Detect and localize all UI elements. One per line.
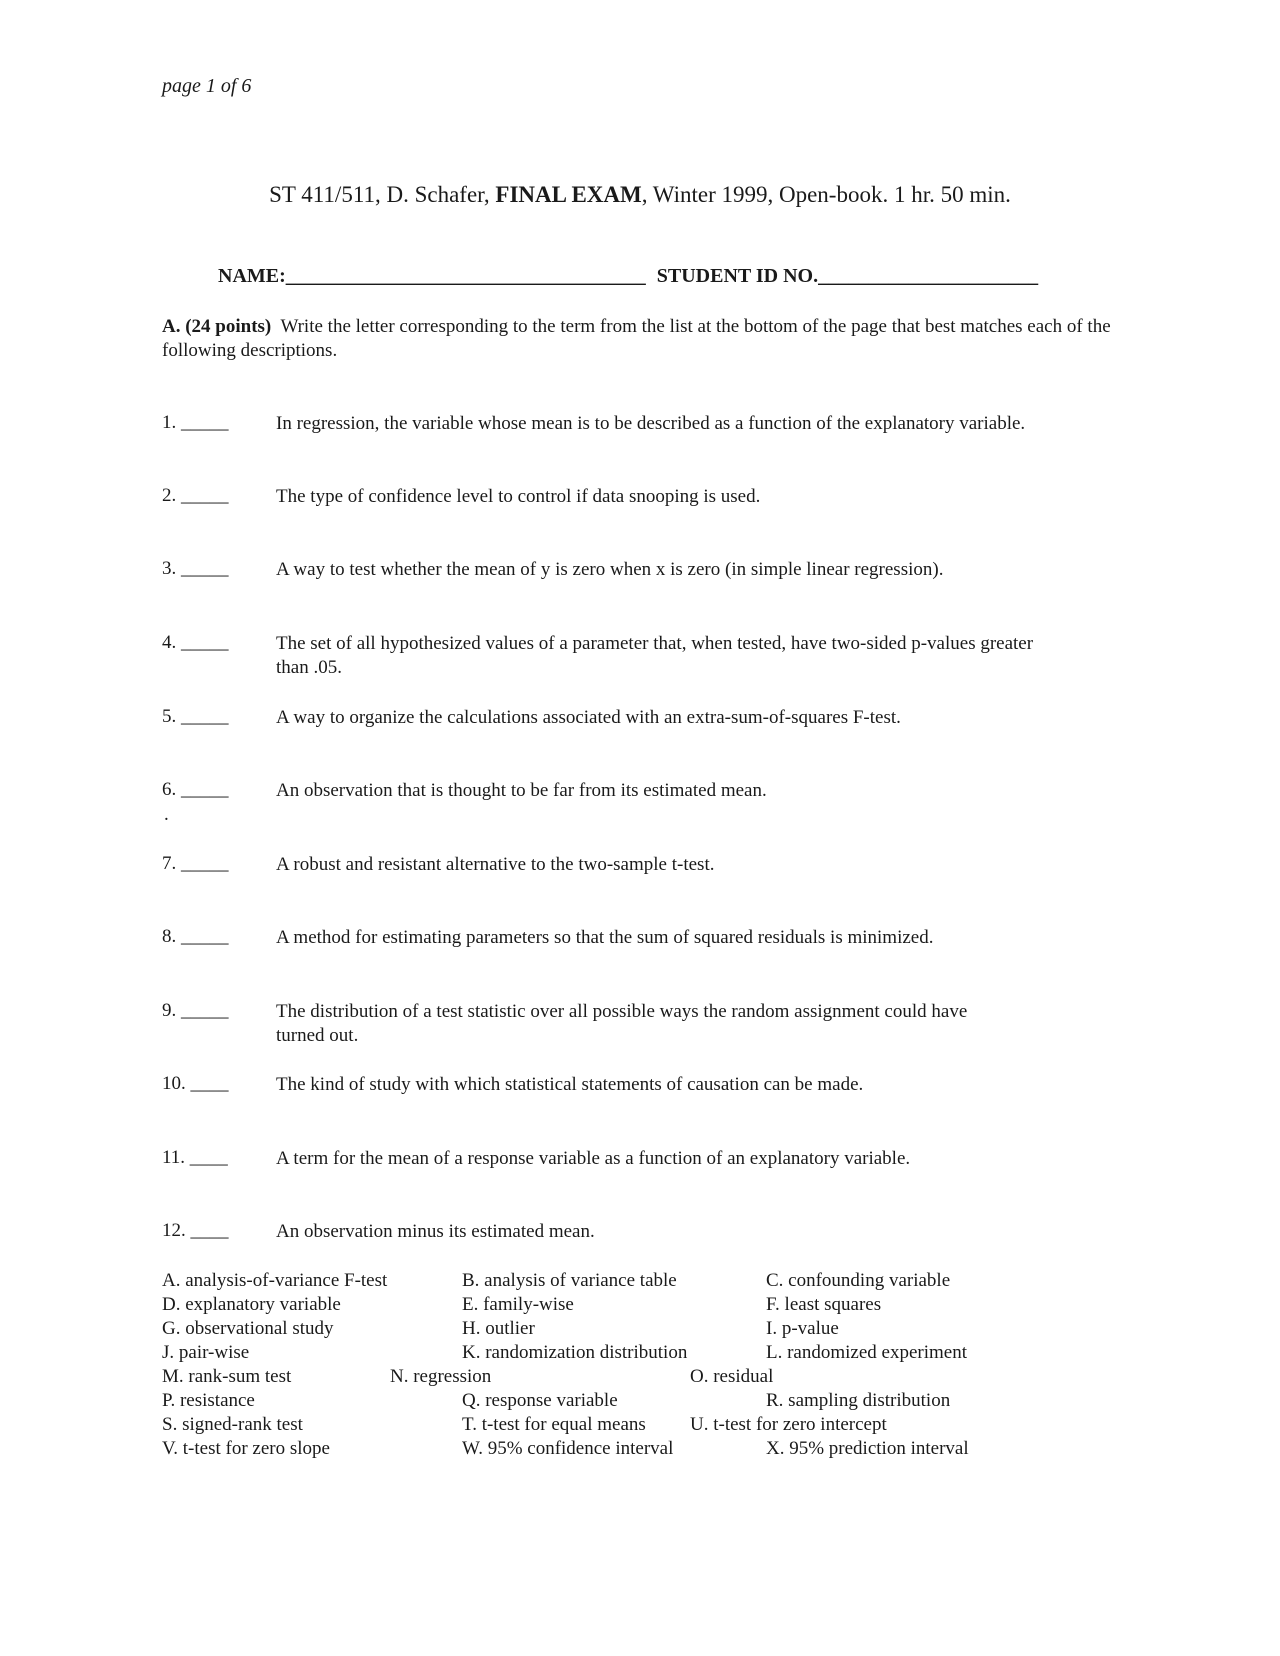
term-item: H. outlier: [462, 1318, 535, 1339]
term-item: T. t-test for equal means: [462, 1414, 646, 1435]
question-number[interactable]: 7. _____: [162, 853, 229, 874]
term-item: N. regression: [390, 1366, 492, 1387]
question-number[interactable]: 2. _____: [162, 485, 229, 506]
term-item: S. signed-rank test: [162, 1414, 303, 1435]
term-item: Q. response variable: [462, 1390, 618, 1411]
question-number[interactable]: 1. _____: [162, 412, 229, 433]
question-number[interactable]: 11. ____: [162, 1147, 228, 1168]
question-text: An observation minus its estimated mean.: [276, 1221, 595, 1242]
term-item: D. explanatory variable: [162, 1294, 341, 1315]
term-item: J. pair-wise: [162, 1342, 250, 1363]
student-id-field[interactable]: STUDENT ID NO.______________________: [656, 265, 1039, 287]
question-number[interactable]: 12. ____: [162, 1220, 229, 1241]
title-prefix: ST 411/511, D. Schafer,: [269, 182, 496, 207]
term-item: K. randomization distribution: [462, 1342, 688, 1363]
stray-mark: .: [164, 804, 169, 825]
question-number[interactable]: 6. _____: [162, 779, 229, 800]
title-suffix: , Winter 1999, Open-book. 1 hr. 50 min.: [641, 182, 1011, 207]
question-text: An observation that is thought to be far from its estimated mean.: [276, 780, 767, 801]
question-text: A term for the mean of a response variable as a function of an explanatory variable.: [276, 1148, 911, 1169]
term-item: C. confounding variable: [766, 1270, 951, 1291]
term-item: I. p-value: [766, 1318, 839, 1339]
term-item: F. least squares: [766, 1294, 882, 1315]
term-item: B. analysis of variance table: [462, 1270, 677, 1291]
question-text: The distribution of a test statistic over all possible ways the random assignment could have turned out.: [276, 1001, 968, 1046]
title-bold: FINAL EXAM: [495, 182, 642, 207]
page-number: page 1 of 6: [162, 75, 252, 97]
term-item: P. resistance: [162, 1390, 255, 1411]
question-number[interactable]: 9. _____: [162, 1000, 229, 1021]
term-item: V. t-test for zero slope: [162, 1438, 330, 1459]
question-text: A way to test whether the mean of y is zero when x is zero (in simple linear regression).: [276, 559, 944, 580]
id-fields: [218, 265, 1038, 288]
question-number[interactable]: 5. _____: [162, 706, 229, 727]
question-text: A method for estimating parameters so that the sum of squared residuals is minimized.: [276, 927, 934, 948]
term-item: G. observational study: [162, 1318, 334, 1339]
section-a-heading: A. (24 points): [162, 316, 272, 337]
question-text: A way to organize the calculations associated with an extra-sum-of-squares F-test.: [276, 707, 901, 728]
question-number[interactable]: 4. _____: [162, 632, 229, 653]
term-item: L. randomized experiment: [766, 1342, 968, 1363]
question-text: The set of all hypothesized values of a parameter that, when tested, have two-sided p-values greater than .05.: [276, 633, 1034, 678]
question-text: The kind of study with which statistical statements of causation can be made.: [276, 1074, 864, 1095]
term-item: E. family-wise: [462, 1294, 574, 1315]
question-number[interactable]: 10. ____: [162, 1073, 229, 1094]
term-item: U. t-test for zero intercept: [690, 1414, 887, 1435]
term-item: W. 95% confidence interval: [462, 1438, 674, 1459]
question-number[interactable]: 3. _____: [162, 558, 229, 579]
section-a-text: Write the letter corresponding to the term from the list at the bottom of the page that best matches each of the following descriptions.: [162, 316, 1111, 361]
term-item: M. rank-sum test: [162, 1366, 292, 1387]
term-item: X. 95% prediction interval: [766, 1438, 969, 1459]
name-field[interactable]: NAME:____________________________________: [218, 265, 646, 287]
question-number[interactable]: 8. _____: [162, 926, 229, 947]
question-text: A robust and resistant alternative to the two-sample t-test.: [276, 854, 715, 875]
term-item: O. residual: [690, 1366, 774, 1387]
exam-title: [0, 182, 1280, 208]
question-text: The type of confidence level to control if data snooping is used.: [276, 486, 761, 507]
question-text: In regression, the variable whose mean is to be described as a function of the explanatory variable.: [276, 413, 1026, 434]
term-item: A. analysis-of-variance F-test: [162, 1270, 388, 1291]
term-item: R. sampling distribution: [766, 1390, 951, 1411]
section-a-instructions: [162, 315, 1132, 363]
